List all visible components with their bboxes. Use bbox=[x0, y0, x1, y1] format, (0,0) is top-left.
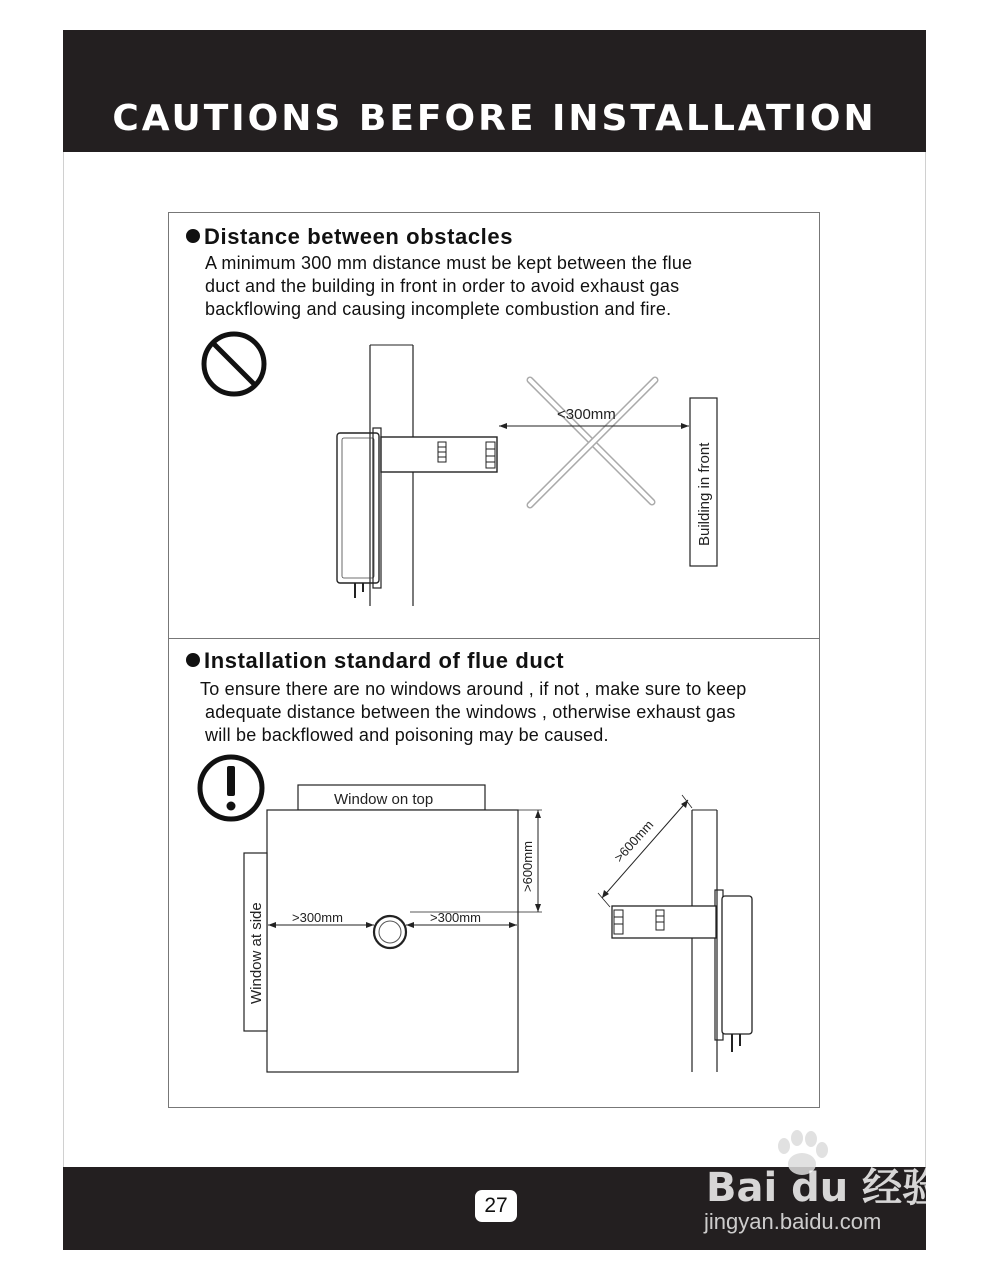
watermark-url: jingyan.baidu.com bbox=[704, 1209, 882, 1234]
section1-line: backflowing and causing incomplete combustion and fire. bbox=[205, 299, 672, 319]
distance-dimension bbox=[499, 423, 689, 429]
page-number: 27 bbox=[475, 1190, 517, 1222]
building-in-front bbox=[690, 398, 717, 566]
building-label: Building in front bbox=[696, 442, 713, 546]
side-view-distance-label: >600mm bbox=[611, 817, 657, 866]
section2-heading bbox=[186, 648, 564, 674]
section1-line: A minimum 300 mm distance must be kept between the flue bbox=[205, 253, 693, 273]
window-at-side bbox=[244, 853, 267, 1031]
wall bbox=[370, 345, 413, 606]
right-distance-label: >300mm bbox=[430, 910, 481, 925]
bullet-icon bbox=[186, 653, 200, 667]
flue-outlet bbox=[374, 916, 406, 948]
window-side-label: Window at side bbox=[248, 902, 265, 1004]
bullet-icon bbox=[186, 229, 200, 243]
section1-line: duct and the building in front in order to avoid exhaust gas bbox=[205, 276, 680, 296]
watermark-logo: Bai du 经验 bbox=[706, 1165, 943, 1211]
section1-paragraph bbox=[205, 252, 692, 321]
cross-mark bbox=[530, 380, 655, 505]
flue-duct bbox=[381, 437, 497, 472]
window-top-label: Window on top bbox=[334, 791, 434, 808]
page-title: CAUTIONS BEFORE INSTALLATION bbox=[112, 98, 877, 139]
section2-line: will be backflowed and poisoning may be caused. bbox=[205, 725, 609, 745]
side-view-heater bbox=[715, 890, 752, 1052]
section1-heading bbox=[186, 224, 513, 250]
flue-distance-diagram bbox=[300, 330, 760, 620]
section2-line: To ensure there are no windows around , if not , make sure to keep bbox=[200, 679, 747, 699]
side-view-flue-duct bbox=[612, 906, 716, 938]
window-distance-diagram bbox=[230, 770, 770, 1090]
distance-label: <300mm bbox=[557, 406, 616, 423]
section2-line: adequate distance between the windows , otherwise exhaust gas bbox=[205, 702, 736, 722]
side-view-wall bbox=[692, 810, 717, 1072]
top-distance-label: >600mm bbox=[520, 841, 535, 892]
left-distance-label: >300mm bbox=[292, 910, 343, 925]
water-heater-unit bbox=[337, 428, 381, 598]
section2-heading-text: Installation standard of flue duct bbox=[204, 648, 565, 673]
section2-paragraph bbox=[200, 678, 747, 747]
side-view-distance-dimension bbox=[598, 795, 692, 907]
window-on-top bbox=[298, 785, 485, 810]
section-divider bbox=[168, 638, 820, 639]
section1-heading-text: Distance between obstacles bbox=[204, 224, 514, 249]
prohibited-icon bbox=[200, 330, 268, 398]
